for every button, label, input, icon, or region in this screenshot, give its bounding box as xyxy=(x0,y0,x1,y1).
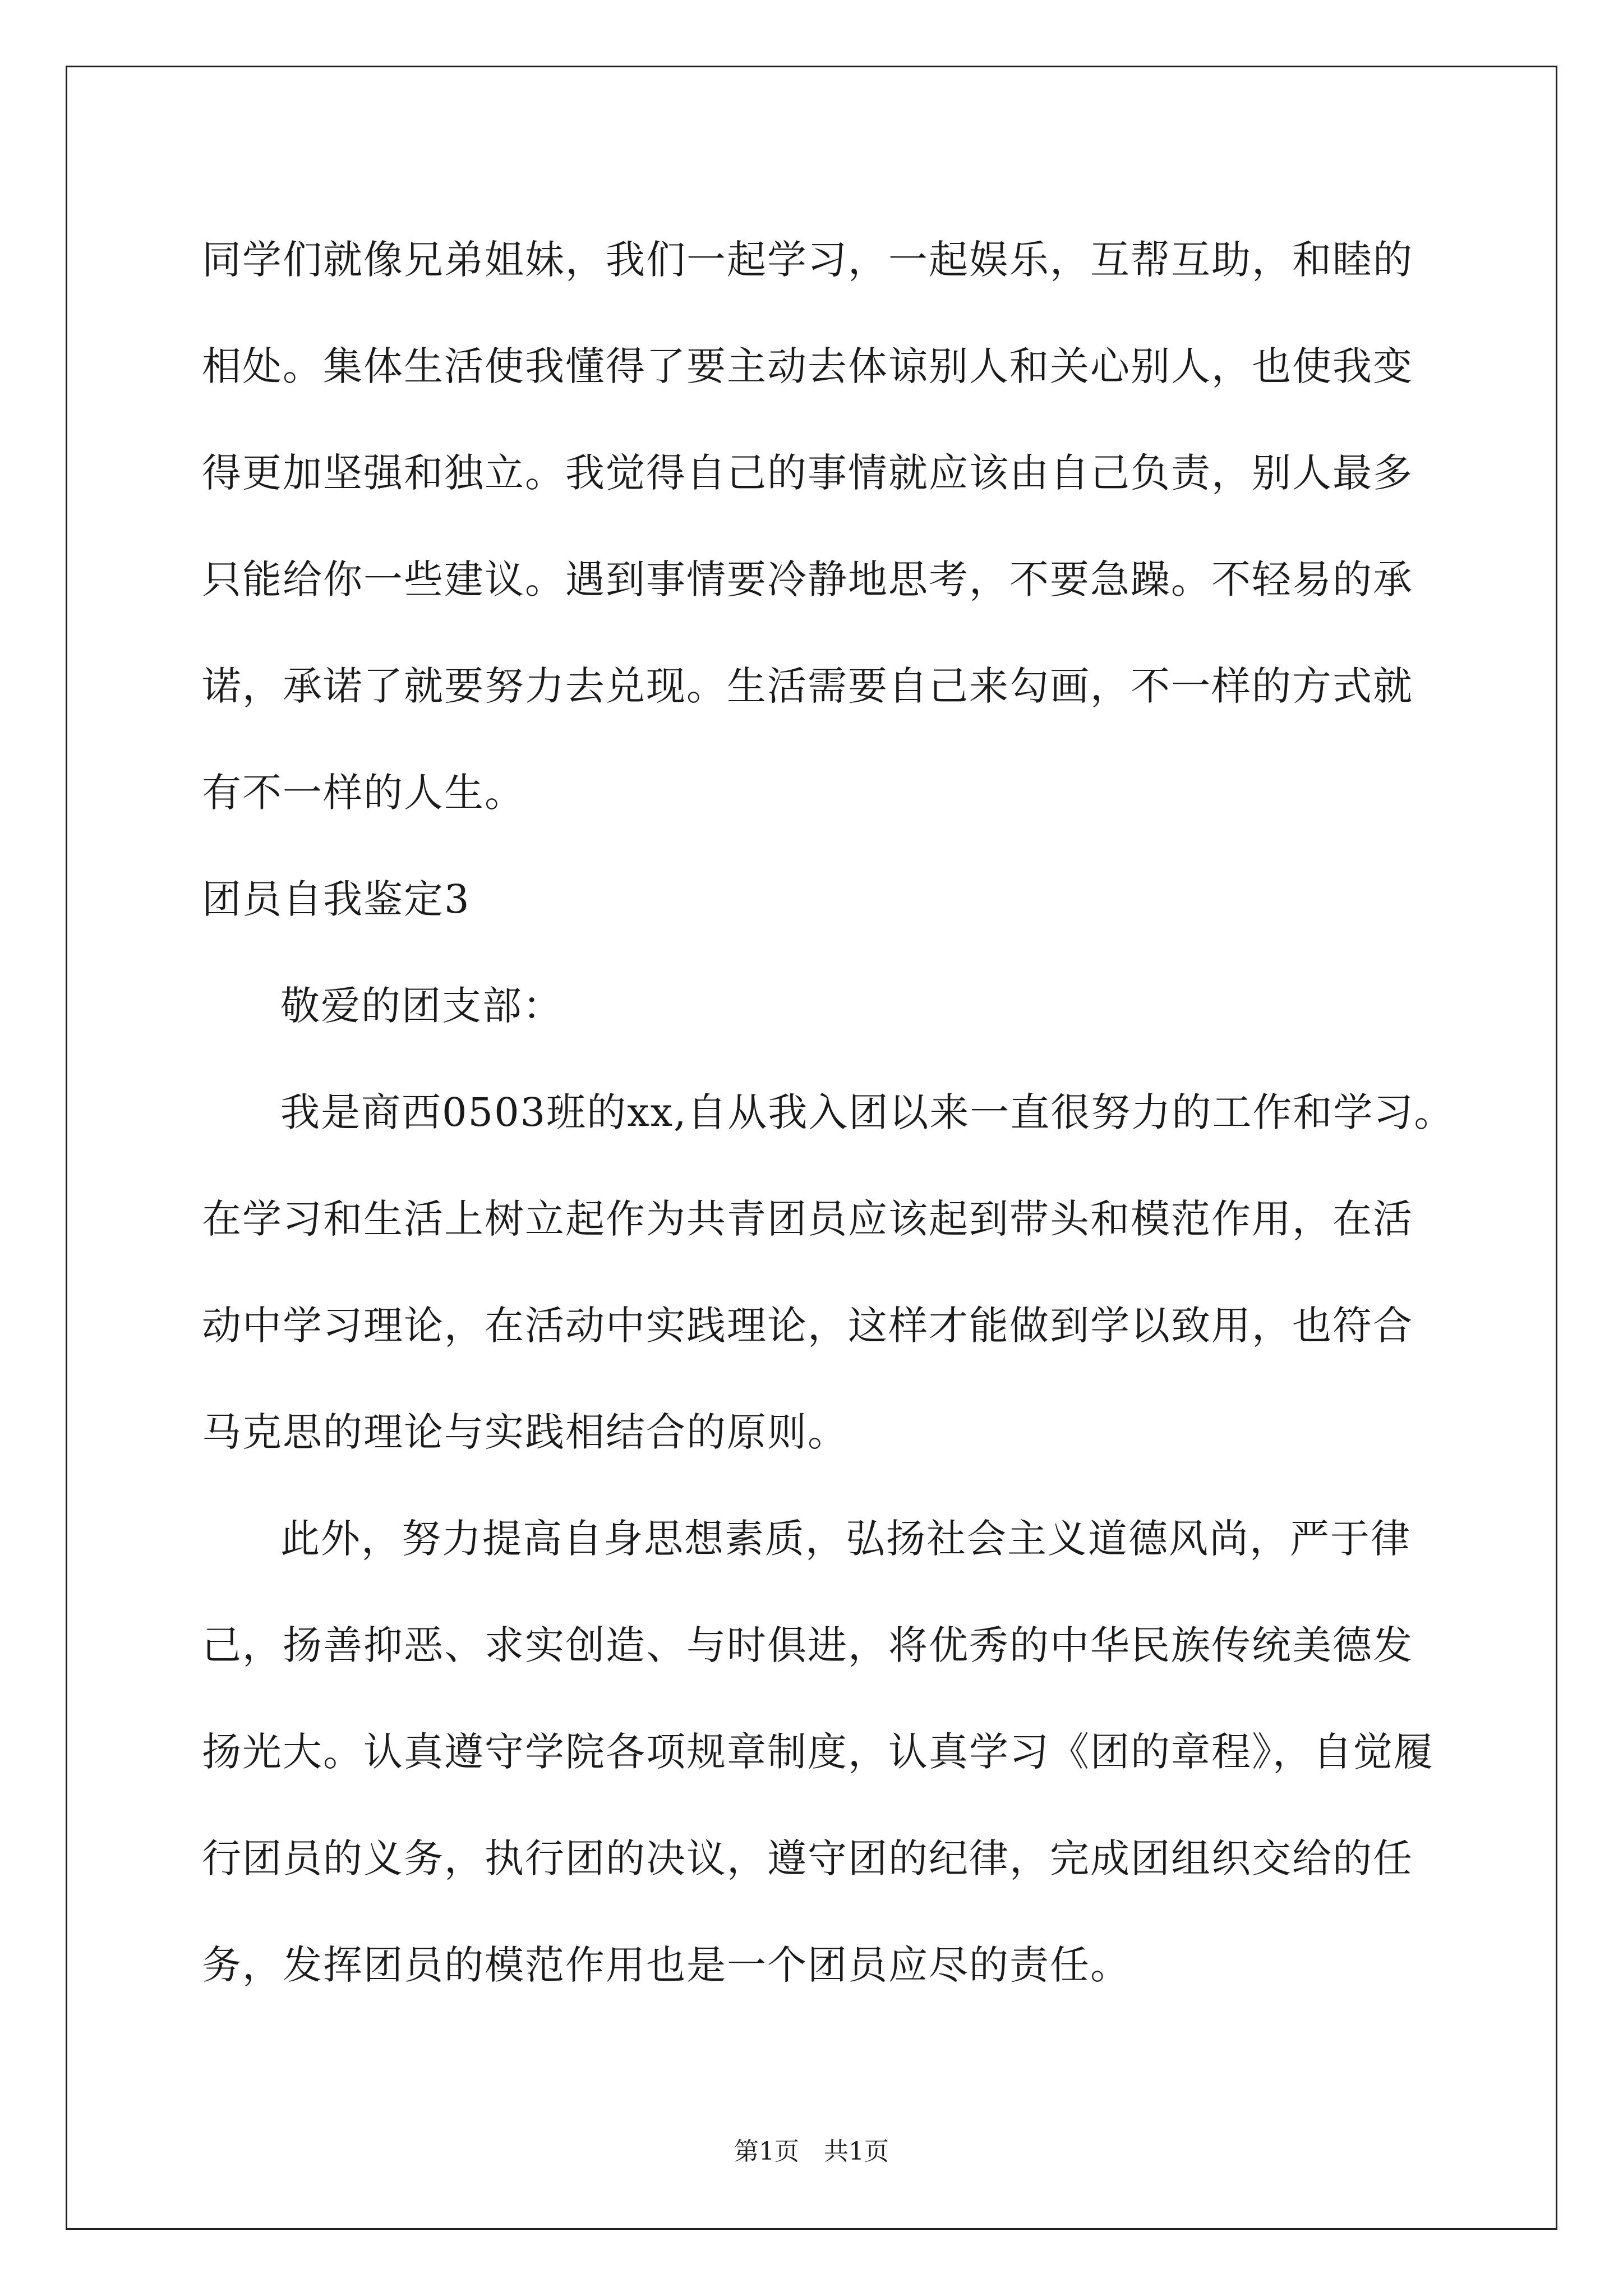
paragraph-line: 有不一样的人生。 xyxy=(202,770,525,816)
document-body xyxy=(202,206,1455,2018)
paragraph-line: 扬光大。认真遵守学院各项规章制度，认真学习《团的章程》，自觉履 xyxy=(202,1729,1434,1775)
paragraph-line: 只能给你一些建议。遇到事情要冷静地思考，不要急躁。不轻易的承 xyxy=(202,556,1413,602)
paragraph-line: 在学习和生活上树立起作为共青团员应该起到带头和模范作用，在活 xyxy=(202,1196,1413,1242)
section-heading: 团员自我鉴定3 xyxy=(202,876,471,922)
salutation: 敬爱的团支部： xyxy=(280,983,563,1029)
paragraph-line: 得更加坚强和独立。我觉得自己的事情就应该由自己负责，别人最多 xyxy=(202,450,1413,496)
paragraph-line: 动中学习理论，在活动中实践理论，这样才能做到学以致用，也符合 xyxy=(202,1303,1413,1349)
paragraph-line: 我是商西0503班的xx,自从我入团以来一直很努力的工作和学习。 xyxy=(280,1089,1455,1135)
paragraph-line: 务，发挥团员的模范作用也是一个团员应尽的责任。 xyxy=(202,1942,1131,1988)
paragraph-line: 此外，努力提高自身思想素质，弘扬社会主义道德风尚，严于律 xyxy=(280,1516,1411,1562)
paragraph-line: 己，扬善抑恶、求实创造、与时俱进，将优秀的中华民族传统美德发 xyxy=(202,1622,1413,1668)
paragraph-line: 同学们就像兄弟姐妹，我们一起学习，一起娱乐，互帮互助，和睦的 xyxy=(202,237,1413,283)
paragraph-line: 行团员的义务，执行团的决议，遵守团的纪律，完成团组织交给的任 xyxy=(202,1835,1413,1881)
page-footer: 第1页 共1页 xyxy=(734,2137,889,2166)
paragraph-line: 相处。集体生活使我懂得了要主动去体谅别人和关心别人，也使我变 xyxy=(202,343,1413,389)
paragraph-line: 诺，承诺了就要努力去兑现。生活需要自己来勾画，不一样的方式就 xyxy=(202,663,1413,709)
paragraph-line: 马克思的理论与实践相结合的原则。 xyxy=(202,1409,848,1455)
